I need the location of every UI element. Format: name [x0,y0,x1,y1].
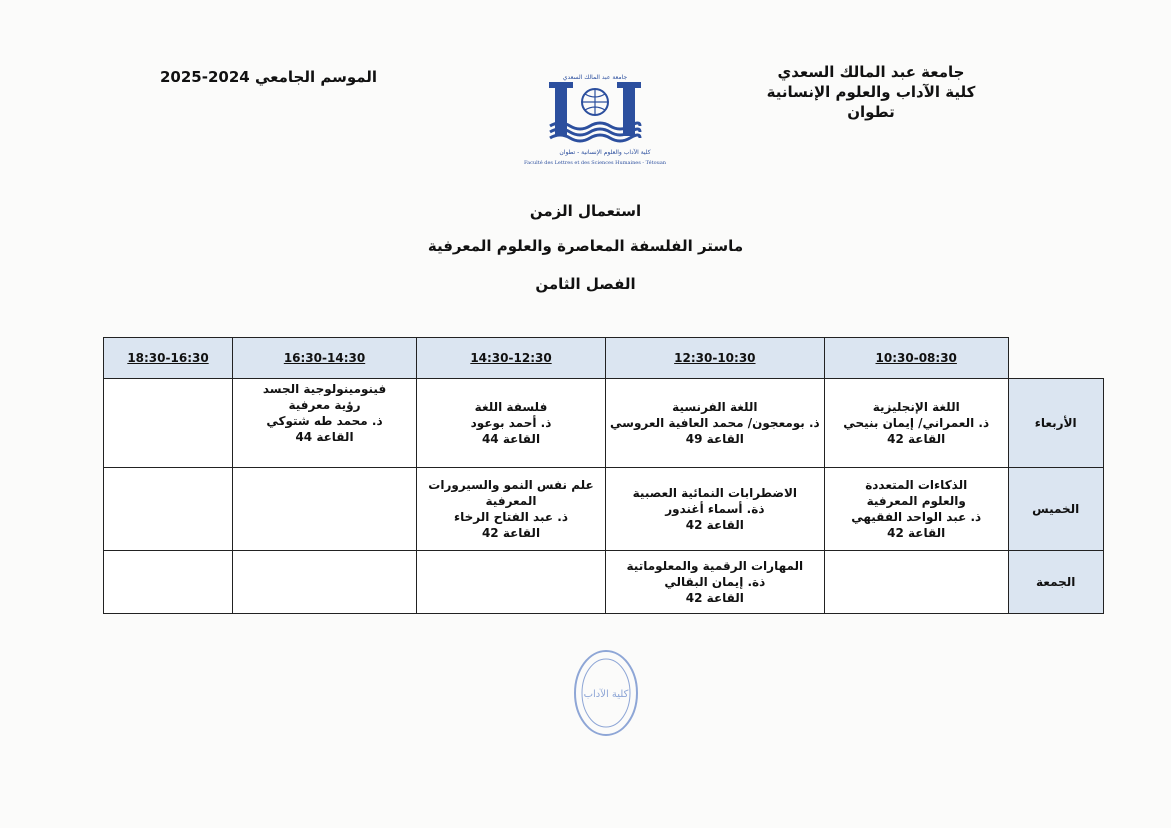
time-slot-header: 12:30-10:30 [606,338,825,379]
course-line: ذ. محمد طه شتوكي [266,414,383,428]
time-slot-header: 16:30-14:30 [233,338,417,379]
course-line: ذة. أسماء أغندور [665,502,765,516]
course-line: ذ. بومعجون/ محمد العافية العروسي [610,416,820,430]
course-line: المعرفية [485,494,537,508]
schedule-cell-empty [417,551,606,614]
course-line: القاعة 42 [887,526,946,540]
course-line: ذ. عبد الفتاح الرخاء [454,510,568,524]
faculty-logo [500,70,690,170]
course-line: القاعة 42 [685,591,744,605]
stamp-text: كلية الآداب [583,689,629,700]
schedule-cell [824,379,1008,468]
course-line: ذ. أحمد بوعود [470,416,552,430]
course-line: فينومينولوجية الجسد [262,382,387,396]
schedule-cell-empty [104,468,233,551]
time-slot-header: 14:30-12:30 [417,338,606,379]
schedule-cell-empty [824,551,1008,614]
day-label: الخميس [1008,468,1103,551]
course-line: ذ. عبد الواحد الفقيهي [851,510,982,524]
course-line: المهارات الرقمية والمعلوماتية [626,559,804,573]
document-title: استعمال الزمن [529,202,642,220]
university-name: جامعة عبد المالك السعدي [777,63,965,81]
time-header-row [104,338,1104,379]
program-title: ماستر الفلسفة المعاصرة والعلوم المعرفية [427,237,744,255]
institution-header [741,62,1001,122]
corner-cell [1008,338,1103,379]
course-line: الذكاءات المتعددة [865,478,968,492]
course-line: اللغة الفرنسية [672,400,758,414]
course-line: القاعة 44 [295,430,354,444]
course-line: ذ. العمراني/ إيمان بنيحي [843,416,990,430]
schedule-table [103,337,1104,614]
course-line: القاعة 42 [481,526,541,540]
course-line: رؤية معرفية [288,398,361,412]
faculty-name: كلية الآداب والعلوم الإنسانية [766,83,976,101]
course-line: اللغة الإنجليزية [872,400,960,414]
schedule-cell-empty [233,551,417,614]
course-line: ذة. إيمان البقالي [664,575,766,589]
logo-top-text: جامعة عبد المالك السعدي [562,74,628,81]
official-stamp [572,648,640,738]
course-line: القاعة 44 [481,432,541,446]
course-line: فلسفة اللغة [474,400,548,414]
semester-title: الفصل الثامن [535,275,636,293]
schedule-cell [824,468,1008,551]
schedule-cell-empty [104,551,233,614]
schedule-cell [417,379,606,468]
course-line: الاضطرابات النمائية العصبية [632,486,798,500]
schedule-cell [606,551,825,614]
day-row [104,551,1104,614]
day-label: الأربعاء [1008,379,1103,468]
schedule-cell [417,468,606,551]
course-line: القاعة 42 [887,432,946,446]
logo-bottom-text-fr: Faculté des Lettres et des Sciences Humaines - Tétouan [523,160,667,166]
city-name: تطوان [847,103,895,121]
day-row [104,379,1104,468]
course-line: القاعة 49 [685,432,744,446]
day-row [104,468,1104,551]
academic-year: الموسم الجامعي 2024-2025 [160,68,378,86]
schedule-cell [606,468,825,551]
schedule-cell-empty [233,468,417,551]
schedule-cell [233,379,417,468]
course-line: القاعة 42 [685,518,744,532]
course-line: علم نفس النمو والسيرورات [428,478,594,492]
course-line: والعلوم المعرفية [866,494,966,508]
schedule-cell [606,379,825,468]
time-slot-header: 18:30-16:30 [104,338,233,379]
logo-bottom-text-ar: كلية الآداب والعلوم الإنسانية - تطوان [559,149,651,156]
time-slot-header: 10:30-08:30 [824,338,1008,379]
day-label: الجمعة [1008,551,1103,614]
schedule-cell-empty [104,379,233,468]
